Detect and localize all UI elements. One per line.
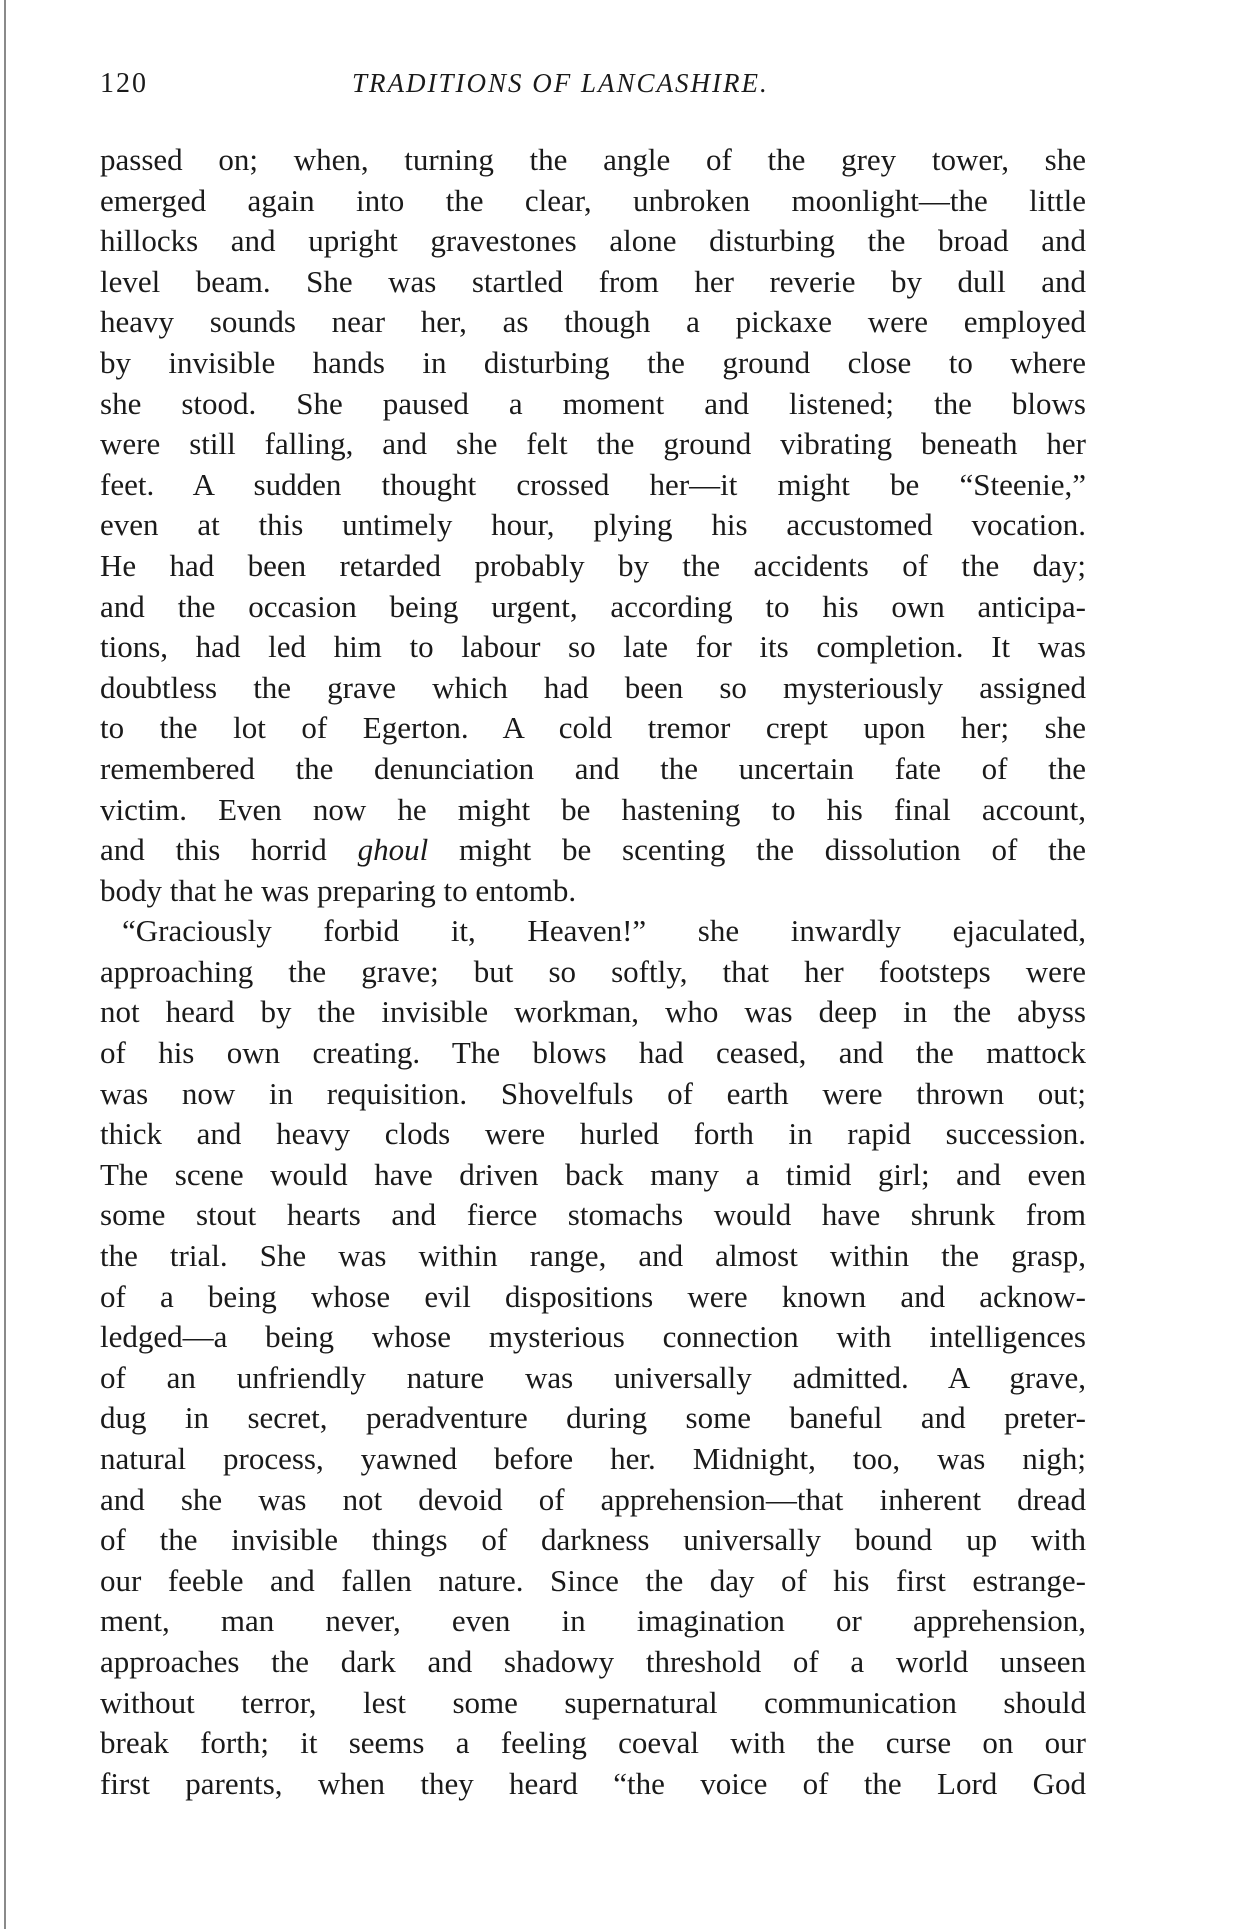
text-line: hillocks and upright gravestones alone disturbing the broad and: [100, 223, 1086, 259]
text-line: natural process, yawned before her. Midnight, too, was nigh;: [100, 1441, 1086, 1476]
text-line: passed on; when, turning the angle of the grey tower, she: [100, 142, 1086, 177]
running-title: TRADITIONS OF LANCASHIRE.: [352, 68, 769, 98]
text-line: ledged—a being whose mysterious connection with intelligences: [100, 1319, 1086, 1355]
text-line: to the lot of Egerton. A cold tremor crept upon her; she: [100, 710, 1086, 746]
text-line: without terror, lest some supernatural communication should: [100, 1684, 1086, 1720]
text-line: remembered the denunciation and the uncertain fate of the: [100, 750, 1086, 786]
text-line: level beam. She was startled from her reverie by dull and: [100, 263, 1086, 299]
text-line: she stood. She paused a moment and listened; the blows: [100, 385, 1086, 421]
page-edge: [4, 0, 6, 1929]
text-line-with-italic: [100, 830, 1086, 871]
text-line: first parents, when they heard “the voice of the Lord God: [100, 1765, 1086, 1801]
text-line: was now in requisition. Shovelfuls of earth were thrown out;: [100, 1075, 1086, 1111]
text-line: of the invisible things of darkness universally bound up with: [100, 1522, 1086, 1558]
text-line: and she was not devoid of apprehension—that inherent dread: [100, 1481, 1086, 1517]
paragraph-end-line: body that he was preparing to entomb.: [100, 872, 577, 908]
text-line: were still falling, and she felt the ground vibrating beneath her: [100, 426, 1086, 462]
page-number: 120: [100, 68, 148, 99]
text-line: not heard by the invisible workman, who was deep in the abyss: [100, 994, 1086, 1030]
text-line: doubtless the grave which had been so mysteriously assigned: [100, 669, 1086, 705]
text-line: approaches the dark and shadowy threshold of a world unseen: [100, 1643, 1086, 1679]
italic-word-ghoul: ghoul: [357, 832, 429, 868]
text-line: ment, man never, even in imagination or apprehension,: [100, 1603, 1086, 1639]
text-line: emerged again into the clear, unbroken moonlight—the little: [100, 182, 1086, 218]
text-line: and the occasion being urgent, according to his own anticipa-: [100, 588, 1086, 624]
text-line: break forth; it seems a feeling coeval with the curse on our: [100, 1725, 1086, 1761]
text-line: victim. Even now he might be hastening to his final account,: [100, 791, 1086, 827]
text-line: The scene would have driven back many a timid girl; and even: [100, 1156, 1086, 1192]
text-line: some stout hearts and fierce stomachs would have shrunk from: [100, 1197, 1086, 1233]
text-line: of his own creating. The blows had ceased, and the mattock: [100, 1035, 1086, 1071]
text-line: thick and heavy clods were hurled forth in rapid succession.: [100, 1116, 1086, 1152]
running-head: [100, 68, 1100, 108]
text-line: heavy sounds near her, as though a pickaxe were employed: [100, 304, 1086, 340]
text-line: even at this untimely hour, plying his accustomed vocation.: [100, 507, 1086, 543]
text-line: by invisible hands in disturbing the ground close to where: [100, 344, 1086, 380]
text-segment: and this horrid: [100, 832, 358, 868]
text-line: the trial. She was within range, and almost within the grasp,: [100, 1238, 1086, 1274]
text-line: dug in secret, peradventure during some baneful and preter-: [100, 1400, 1086, 1436]
text-line: He had been retarded probably by the accidents of the day;: [100, 547, 1086, 583]
paragraph-start-line: “Graciously forbid it, Heaven!” she inwardly ejaculated,: [122, 913, 1086, 949]
text-segment: might be scenting the dissolution of the: [428, 832, 1086, 868]
text-line: of a being whose evil dispositions were known and acknow-: [100, 1278, 1086, 1314]
text-line: tions, had led him to labour so late for its completion. It was: [100, 629, 1086, 665]
text-line: feet. A sudden thought crossed her—it might be “Steenie,”: [100, 466, 1086, 502]
text-line: our feeble and fallen nature. Since the day of his first estrange-: [100, 1562, 1086, 1598]
text-line: approaching the grave; but so softly, that her footsteps were: [100, 953, 1086, 989]
text-line: of an unfriendly nature was universally admitted. A grave,: [100, 1359, 1086, 1395]
body-text: [100, 140, 1086, 1804]
